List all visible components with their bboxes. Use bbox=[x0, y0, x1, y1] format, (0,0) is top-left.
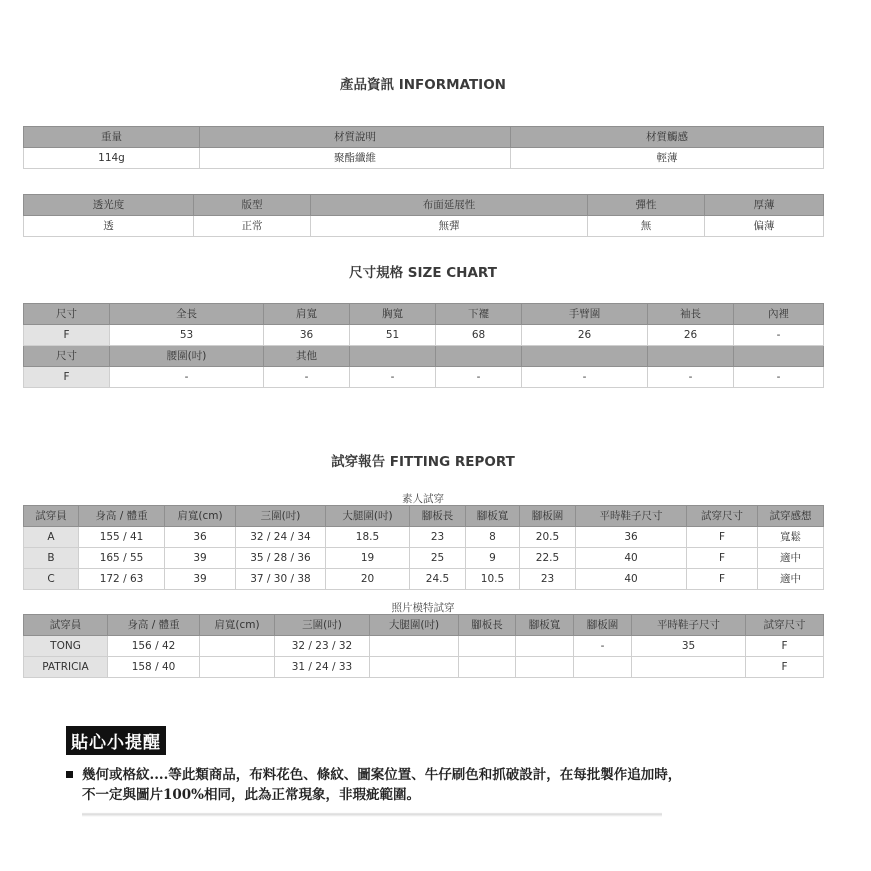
model-cell: 31 / 24 / 33 bbox=[275, 657, 370, 678]
amateur-header: 肩寬(cm) bbox=[165, 506, 236, 527]
header-thickness: 厚薄 bbox=[705, 195, 824, 216]
model-cell: 156 / 42 bbox=[108, 636, 200, 657]
model-cell: - bbox=[574, 636, 632, 657]
size-header bbox=[350, 346, 436, 367]
size-header: 全長 bbox=[110, 304, 264, 325]
amateur-cell: 適中 bbox=[758, 569, 824, 590]
amateur-cell: 165 / 55 bbox=[79, 548, 165, 569]
amateur-cell: 9 bbox=[466, 548, 520, 569]
amateur-cell: 18.5 bbox=[326, 527, 410, 548]
model-cell bbox=[632, 657, 746, 678]
header-texture: 材質觸感 bbox=[511, 127, 824, 148]
size-header: 胸寬 bbox=[350, 304, 436, 325]
model-cell bbox=[200, 636, 275, 657]
amateur-cell: 32 / 24 / 34 bbox=[236, 527, 326, 548]
model-header: 腳板圍 bbox=[574, 615, 632, 636]
table-row bbox=[24, 657, 824, 678]
size-cell: - bbox=[264, 367, 350, 388]
amateur-cell: 36 bbox=[165, 527, 236, 548]
square-bullet-icon bbox=[66, 771, 73, 778]
model-cell bbox=[459, 636, 516, 657]
table-row bbox=[24, 569, 824, 590]
model-header: 身高 / 體重 bbox=[108, 615, 200, 636]
amateur-cell: 22.5 bbox=[520, 548, 576, 569]
amateur-header: 腳板寬 bbox=[466, 506, 520, 527]
amateur-cell: F bbox=[687, 527, 758, 548]
table-row bbox=[24, 527, 824, 548]
amateur-cell: 20 bbox=[326, 569, 410, 590]
header-stretch: 布面延展性 bbox=[311, 195, 588, 216]
model-cell: PATRICIA bbox=[24, 657, 108, 678]
amateur-cell: 155 / 41 bbox=[79, 527, 165, 548]
size-cell: - bbox=[436, 367, 522, 388]
model-cell: F bbox=[746, 636, 824, 657]
amateur-cell: 10.5 bbox=[466, 569, 520, 590]
size-table bbox=[23, 303, 824, 388]
amateur-cell: 39 bbox=[165, 548, 236, 569]
amateur-cell: B bbox=[24, 548, 79, 569]
model-cell bbox=[370, 657, 459, 678]
amateur-header: 試穿尺寸 bbox=[687, 506, 758, 527]
notice-badge: 貼心小提醒 bbox=[66, 726, 166, 755]
size-cell: F bbox=[24, 367, 110, 388]
size-header bbox=[648, 346, 734, 367]
amateur-cell: F bbox=[687, 569, 758, 590]
size-header bbox=[436, 346, 522, 367]
amateur-header: 三圍(吋) bbox=[236, 506, 326, 527]
model-cell bbox=[516, 636, 574, 657]
info-table-1 bbox=[23, 126, 824, 169]
size-header bbox=[522, 346, 648, 367]
model-header: 大腿圍(吋) bbox=[370, 615, 459, 636]
amateur-cell: 20.5 bbox=[520, 527, 576, 548]
value-material: 聚酯纖維 bbox=[200, 148, 511, 169]
model-cell: F bbox=[746, 657, 824, 678]
value-fit: 正常 bbox=[194, 216, 311, 237]
model-caption: 照片模特試穿 bbox=[391, 602, 455, 614]
size-header bbox=[734, 346, 824, 367]
header-transparency: 透光度 bbox=[24, 195, 194, 216]
notice-line-2: 不一定與圖片100%相同，此為正常現象，非瑕疵範圍。 bbox=[82, 787, 421, 803]
model-cell bbox=[370, 636, 459, 657]
amateur-cell: F bbox=[687, 548, 758, 569]
size-cell: - bbox=[110, 367, 264, 388]
header-elasticity: 彈性 bbox=[588, 195, 705, 216]
size-header: 尺寸 bbox=[24, 346, 110, 367]
amateur-cell: 172 / 63 bbox=[79, 569, 165, 590]
size-header: 下襬 bbox=[436, 304, 522, 325]
amateur-cell: 37 / 30 / 38 bbox=[236, 569, 326, 590]
model-header: 腳板寬 bbox=[516, 615, 574, 636]
header-fit: 版型 bbox=[194, 195, 311, 216]
amateur-cell: 39 bbox=[165, 569, 236, 590]
amateur-cell: 25 bbox=[410, 548, 466, 569]
amateur-cell: 適中 bbox=[758, 548, 824, 569]
value-texture: 輕薄 bbox=[511, 148, 824, 169]
notice-list bbox=[66, 765, 806, 805]
amateur-cell: 23 bbox=[410, 527, 466, 548]
size-cell: 53 bbox=[110, 325, 264, 346]
notice-line-1: 幾何或格紋....等此類商品，布料花色、條紋、圖案位置、牛仔刷色和抓破設計，在每批製作追加時， bbox=[82, 767, 682, 783]
amateur-cell: 40 bbox=[576, 548, 687, 569]
model-cell bbox=[574, 657, 632, 678]
cut-off-text-divider bbox=[82, 807, 662, 817]
value-transparency: 透 bbox=[24, 216, 194, 237]
amateur-cell: C bbox=[24, 569, 79, 590]
size-cell: 51 bbox=[350, 325, 436, 346]
size-cell: - bbox=[350, 367, 436, 388]
table-row bbox=[24, 636, 824, 657]
amateur-header: 平時鞋子尺寸 bbox=[576, 506, 687, 527]
size-cell: 26 bbox=[522, 325, 648, 346]
size-cell: - bbox=[648, 367, 734, 388]
model-header: 肩寬(cm) bbox=[200, 615, 275, 636]
value-thickness: 偏薄 bbox=[705, 216, 824, 237]
model-cell: 32 / 23 / 32 bbox=[275, 636, 370, 657]
size-header: 其他 bbox=[264, 346, 350, 367]
model-cell bbox=[516, 657, 574, 678]
info-table-2 bbox=[23, 194, 824, 237]
model-header: 試穿員 bbox=[24, 615, 108, 636]
model-cell: TONG bbox=[24, 636, 108, 657]
size-cell: - bbox=[734, 325, 824, 346]
size-header: 尺寸 bbox=[24, 304, 110, 325]
amateur-cell: 19 bbox=[326, 548, 410, 569]
table-row bbox=[24, 548, 824, 569]
amateur-cell: 寬鬆 bbox=[758, 527, 824, 548]
value-stretch: 無彈 bbox=[311, 216, 588, 237]
model-cell bbox=[459, 657, 516, 678]
model-header: 平時鞋子尺寸 bbox=[632, 615, 746, 636]
model-cell bbox=[200, 657, 275, 678]
amateur-caption: 素人試穿 bbox=[402, 493, 444, 505]
size-cell: - bbox=[734, 367, 824, 388]
value-elasticity: 無 bbox=[588, 216, 705, 237]
amateur-cell: 23 bbox=[520, 569, 576, 590]
model-cell: 158 / 40 bbox=[108, 657, 200, 678]
model-header: 試穿尺寸 bbox=[746, 615, 824, 636]
amateur-cell: 24.5 bbox=[410, 569, 466, 590]
model-header: 三圍(吋) bbox=[275, 615, 370, 636]
list-item bbox=[66, 765, 806, 805]
amateur-cell: 40 bbox=[576, 569, 687, 590]
amateur-header: 身高 / 體重 bbox=[79, 506, 165, 527]
header-material: 材質說明 bbox=[200, 127, 511, 148]
amateur-header: 腳板長 bbox=[410, 506, 466, 527]
amateur-cell: 36 bbox=[576, 527, 687, 548]
amateur-cell: 35 / 28 / 36 bbox=[236, 548, 326, 569]
amateur-header: 腳板圍 bbox=[520, 506, 576, 527]
info-title: 產品資訊 INFORMATION bbox=[340, 77, 506, 93]
amateur-cell: A bbox=[24, 527, 79, 548]
size-cell: F bbox=[24, 325, 110, 346]
size-header: 手臂圍 bbox=[522, 304, 648, 325]
model-cell: 35 bbox=[632, 636, 746, 657]
size-cell: 26 bbox=[648, 325, 734, 346]
size-title: 尺寸規格 SIZE CHART bbox=[349, 265, 497, 281]
value-weight: 114g bbox=[24, 148, 200, 169]
amateur-cell: 8 bbox=[466, 527, 520, 548]
size-header: 肩寬 bbox=[264, 304, 350, 325]
amateur-fitting-table bbox=[23, 505, 824, 590]
size-cell: 68 bbox=[436, 325, 522, 346]
size-header: 袖長 bbox=[648, 304, 734, 325]
size-header: 內裡 bbox=[734, 304, 824, 325]
size-cell: - bbox=[522, 367, 648, 388]
header-weight: 重量 bbox=[24, 127, 200, 148]
amateur-header: 試穿員 bbox=[24, 506, 79, 527]
fitting-title: 試穿報告 FITTING REPORT bbox=[331, 454, 515, 470]
amateur-header: 大腿圍(吋) bbox=[326, 506, 410, 527]
model-fitting-table bbox=[23, 614, 824, 678]
amateur-header: 試穿感想 bbox=[758, 506, 824, 527]
size-cell: 36 bbox=[264, 325, 350, 346]
size-header: 腰圍(吋) bbox=[110, 346, 264, 367]
model-header: 腳板長 bbox=[459, 615, 516, 636]
notice-section bbox=[66, 726, 806, 817]
